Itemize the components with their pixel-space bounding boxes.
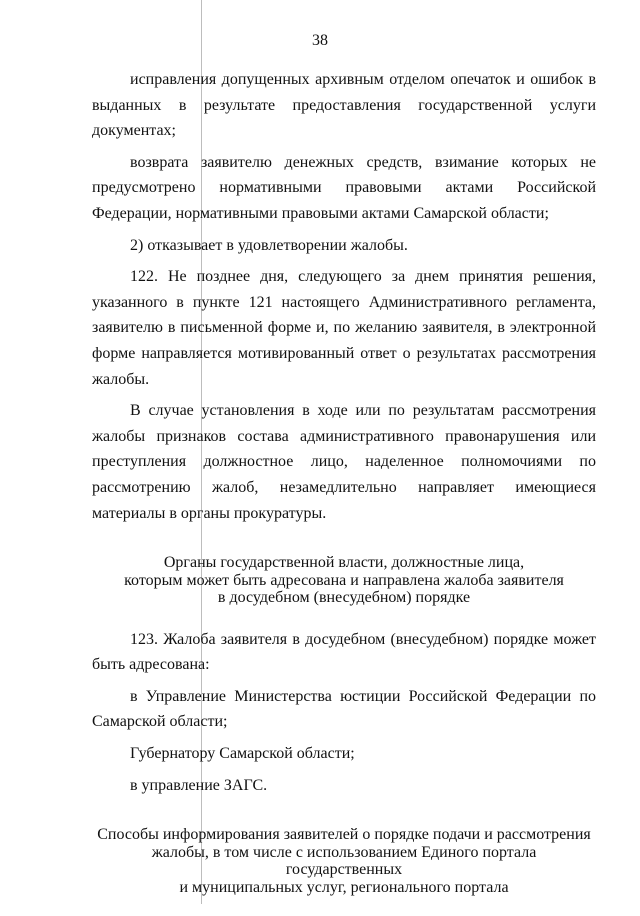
paragraph-zags: в управление ЗАГС. bbox=[130, 776, 268, 794]
section-heading-informing bbox=[92, 826, 596, 896]
heading-line: которым может быть адресована и направлена жалоба заявителя bbox=[124, 571, 564, 589]
paragraph-prosecution: В случае установления в ходе или по результатам рассмотрения жалобы признаков состава административного правонарушения или преступления должностное лицо, наделенное полномочиями по рассмотрению жалоб, незамедлительно направляет имеющиеся материалы в органы прокуратуры. bbox=[92, 402, 596, 522]
heading-line: в досудебном (внесудебном) порядке bbox=[217, 589, 471, 607]
paragraph-ministry: в Управление Министерства юстиции Российской Федерации по Самарской области; bbox=[92, 687, 596, 731]
paragraph-governor: Губернатору Самарской области; bbox=[130, 744, 355, 762]
heading-line: жалобы, в том числе с использованием Единого портала государственных bbox=[151, 843, 537, 879]
paragraph-refund: возврата заявителю денежных средств, взимание которых не предусмотрено нормативными правовыми актами Российской Федерации, нормативными правовыми актами Самарской области; bbox=[92, 153, 596, 222]
document-body bbox=[92, 67, 596, 916]
heading-line: Способы информирования заявителей о порядке подачи и рассмотрения bbox=[97, 826, 591, 844]
paragraph-122: 122. Не позднее дня, следующего за днем принятия решения, указанного в пункте 121 настоящего Административного регламента, заявителю в письменной форме и, по желанию заявителя, в электронной форме направляется мотивированный ответ о результатах рассмотрения жалобы. bbox=[92, 268, 596, 388]
heading-line: Органы государственной власти, должностные лица, bbox=[163, 554, 525, 572]
section-heading-authorities bbox=[92, 554, 596, 607]
paragraph-refusal: 2) отказывает в удовлетворении жалобы. bbox=[130, 236, 408, 254]
paragraph-corrections: исправления допущенных архивным отделом опечаток и ошибок в выданных в результате предоставления государственной услуги документах; bbox=[92, 71, 596, 140]
heading-line: и муниципальных услуг, регионального портала bbox=[179, 878, 509, 896]
page-number: 38 bbox=[312, 32, 328, 49]
paragraph-123: 123. Жалоба заявителя в досудебном (внесудебном) порядке может быть адресована: bbox=[92, 630, 596, 674]
